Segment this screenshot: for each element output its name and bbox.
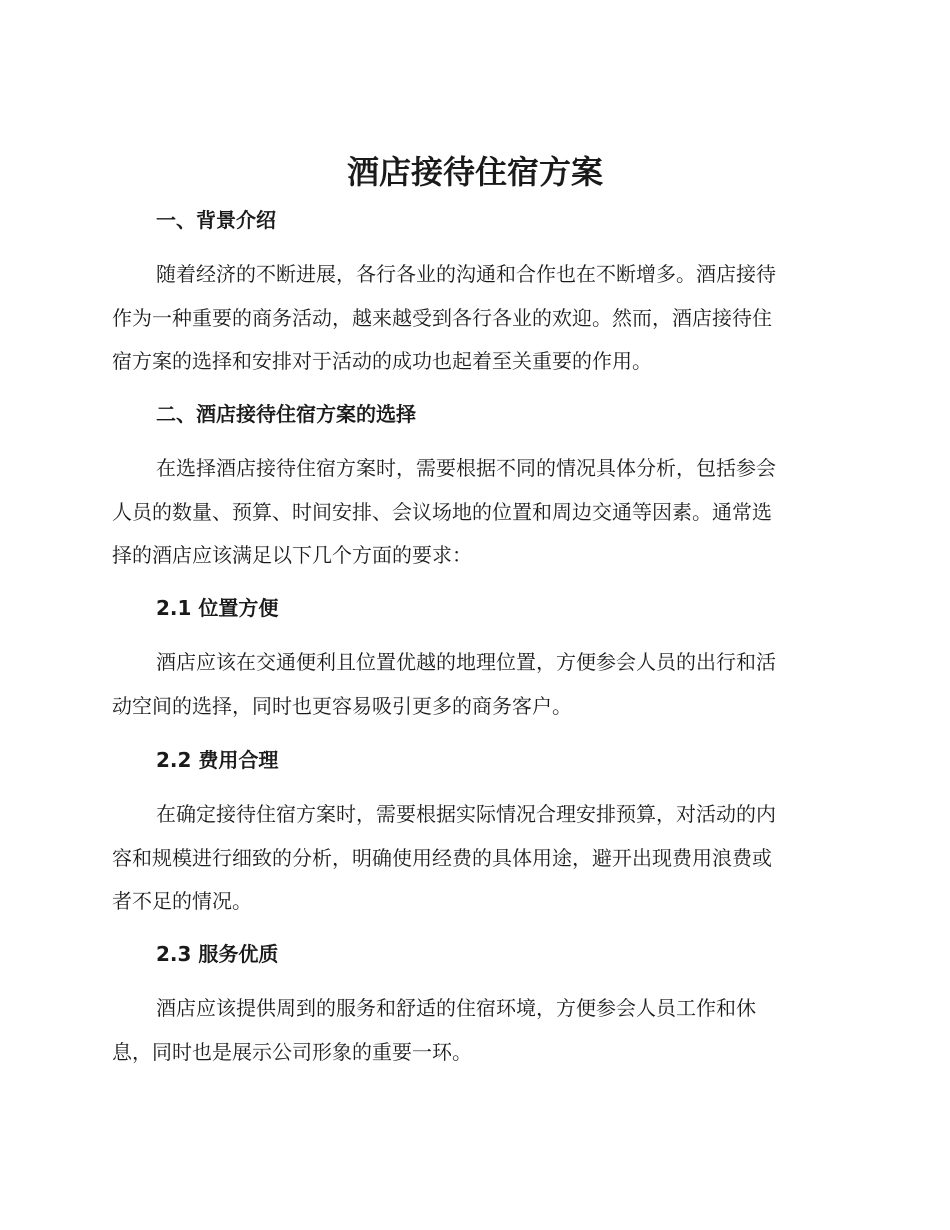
- paragraph-line: 作为一种重要的商务活动，越来越受到各行各业的欢迎。然而，酒店接待住: [112, 305, 772, 330]
- paragraph-line: 人员的数量、预算、时间安排、会议场地的位置和周边交通等因素。通常选: [112, 499, 772, 524]
- subsection-heading-location: 2.1 位置方便: [156, 596, 279, 620]
- document-title: 酒店接待住宿方案: [346, 153, 603, 191]
- subsection-heading-service: 2.3 服务优质: [156, 942, 279, 966]
- paragraph-line: 酒店应该在交通便利且位置优越的地理位置，方便参会人员的出行和活: [156, 650, 776, 674]
- paragraph-line: 酒店应该提供周到的服务和舒适的住宿环境，方便参会人员工作和休: [156, 996, 756, 1020]
- subsection-paragraph-cost: [112, 793, 837, 924]
- subsection-heading-cost: 2.2 费用合理: [156, 748, 279, 772]
- section-heading-background: 一、背景介绍: [156, 208, 276, 232]
- paragraph-line: 容和规模进行细致的分析，明确使用经费的具体用途，避开出现费用浪费或: [112, 845, 772, 870]
- paragraph-line: 择的酒店应该满足以下几个方面的要求：: [112, 543, 472, 567]
- subsection-paragraph-location: [112, 641, 837, 728]
- subsection-paragraph-service: [112, 987, 837, 1074]
- paragraph-line: 者不足的情况。: [112, 889, 252, 913]
- paragraph-line: 息，同时也是展示公司形象的重要一环。: [112, 1039, 472, 1064]
- paragraph-line: 在选择酒店接待住宿方案时，需要根据不同的情况具体分析，包括参会: [156, 456, 776, 480]
- paragraph-line: 宿方案的选择和安排对于活动的成功也起着至关重要的作用。: [112, 349, 652, 373]
- section-paragraph-selection: [112, 447, 837, 578]
- paragraph-line: 在确定接待住宿方案时，需要根据实际情况合理安排预算，对活动的内: [156, 802, 776, 826]
- paragraph-line: 动空间的选择，同时也更容易吸引更多的商务客户。: [112, 693, 572, 718]
- section-paragraph-background: [112, 253, 837, 384]
- paragraph-line: 随着经济的不断进展，各行各业的沟通和合作也在不断增多。酒店接待: [156, 262, 776, 286]
- section-heading-selection: 二、酒店接待住宿方案的选择: [156, 402, 416, 426]
